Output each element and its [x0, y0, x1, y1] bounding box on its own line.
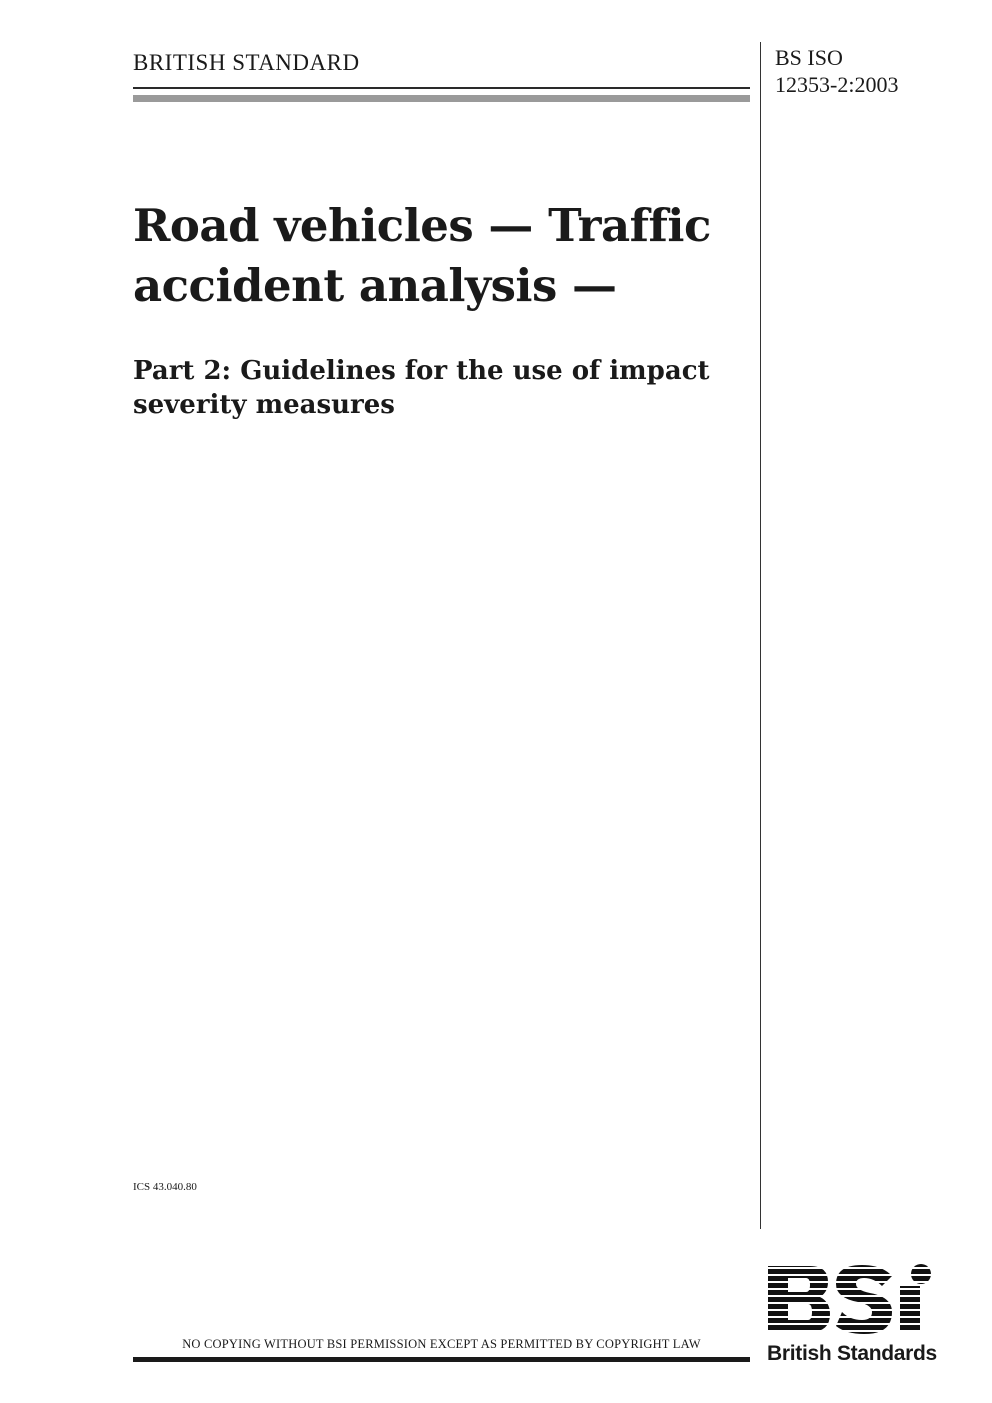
standard-number-line2: 12353-2:2003 — [775, 72, 899, 97]
standard-number-line1: BS ISO — [775, 45, 843, 70]
copyright-notice: NO COPYING WITHOUT BSI PERMISSION EXCEPT AS PERMITTED BY COPYRIGHT LAW — [182, 1337, 701, 1351]
document-part-title: Part 2: Guidelines for the use of impact severity measures — [133, 356, 710, 420]
bsi-logo-icon — [766, 1262, 946, 1334]
ics-code: ICS 43.040.80 — [133, 1181, 197, 1193]
header-rule-thick — [133, 95, 750, 102]
document-title: Road vehicles — Traffic accident analysis — — [133, 199, 711, 312]
footer-rule — [133, 1357, 750, 1362]
document-type-label: BRITISH STANDARD — [133, 50, 360, 75]
bsi-brand-name: British Standards — [767, 1342, 937, 1365]
margin-divider — [760, 42, 761, 1229]
header-rule-thin — [133, 87, 750, 89]
standard-number — [775, 44, 898, 98]
